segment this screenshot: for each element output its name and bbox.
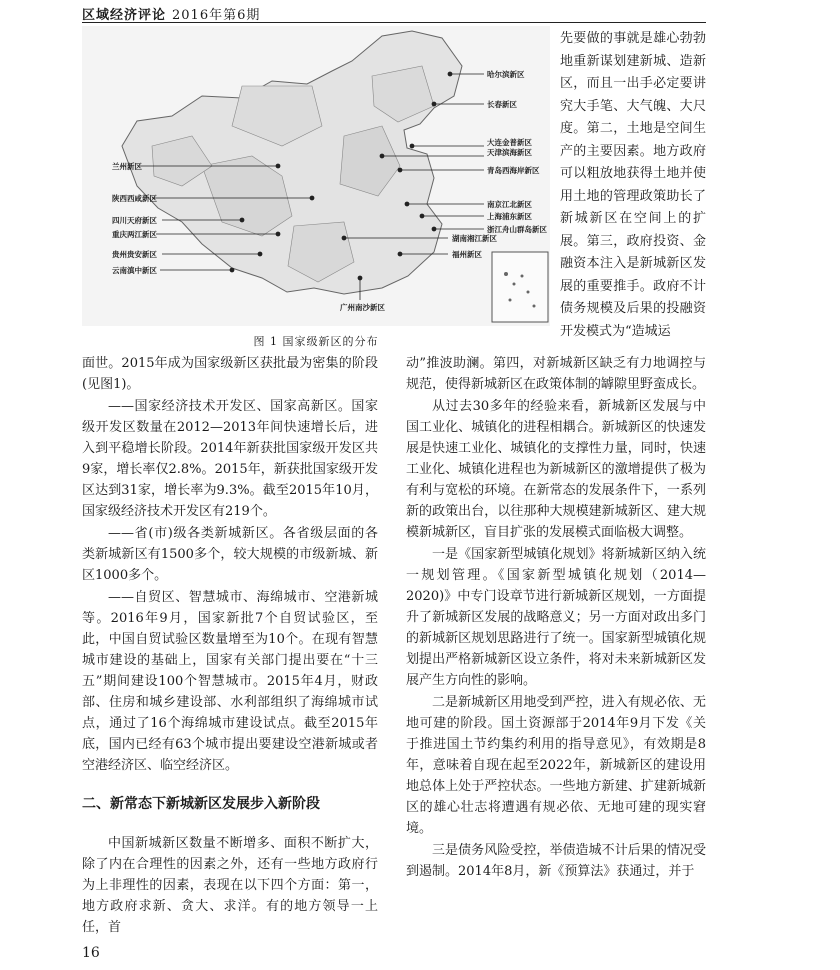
map-label-pudong: 上海浦东新区 [487, 212, 532, 221]
header-rule [82, 22, 706, 23]
paragraph: 面世。2015年成为国家级新区获批最为密集的阶段(见图1)。 [82, 356, 378, 392]
right-column [406, 353, 706, 883]
map-label-harbin: 哈尔滨新区 [487, 70, 525, 79]
paragraph: ——自贸区、智慧城市、海绵城市、空港新城等。2016年9月，国家新批7个自贸试验区，至此，中国自贸试验区数量增至为10个。在现有智慧城市建设的基础上，国家有关部门提出要在“十三五”期间建设100个智慧城市。2015年4月，财政部、住房和城乡建设部、水利部组织了海绵城市试点，通过了16个海绵城市建设试点。截至2015年底，国内已经有63个城市提出要建设空港新城或者空港经济区、临空经济区。 [82, 590, 378, 773]
paragraph: 从过去30多年的经验来看，新城新区发展与中国工业化、城镇化的进程相耦合。新城新区的快速发展是快速工业化、城镇化的支撑性力量，同时，快速工业化、城镇化进程也为新城新区的激增提供了极为有利与宽松的环境。在新常态的发展条件下，一系列新的政策出台，以往那种大规模建新城新区、建大规模新城新区，盲目扩张的发展模式面临极大调整。 [406, 399, 706, 540]
map-label-tianfu: 四川天府新区 [112, 216, 157, 225]
map-label-guian: 贵州贵安新区 [112, 250, 157, 259]
paragraph: 一是《国家新型城镇化规划》将新城新区纳入统一规划管理。《国家新型城镇化规划（2014—2020)》中专门设章节进行新城新区规划，一方面提升了新城新区发展的战略意义；另一方面对政出多门的新城新区规划思路进行了统一。国家新型城镇化规划提出严格新城新区设立条件，将对未来新城新区发展产生方向性的影响。 [406, 547, 706, 688]
paragraph: ——国家经济技术开发区、国家高新区。国家级开发区数量在2012—2013年间快速增长后，进入到平稳增长阶段。2014年新获批国家级开发区共9家，增长率仅2.8%。2015年，新获批国家级开发区达到31家，增长率为9.3%。截至2015年10月，国家级经济技术开发区有219个。 [82, 399, 378, 519]
map-label-xiangjiang: 湖南湘江新区 [452, 234, 497, 243]
map-label-zhoushan: 浙江舟山群岛新区 [487, 225, 547, 234]
map-label-qingdao: 青岛西海岸新区 [487, 166, 540, 175]
figure-caption: 图 1 国家级新区的分布 [253, 335, 379, 348]
map-label-fuzhou: 福州新区 [452, 250, 482, 259]
map-label-changchun: 长春新区 [487, 100, 517, 109]
running-header [82, 4, 260, 23]
map-label-lanzhou: 兰州新区 [112, 162, 142, 171]
paragraph: 二是新城新区用地受到严控，进入有规必依、无地可建的阶段。国土资源部于2014年9月下发《关于推进国土节约集约利用的指导意见》，有效期是8年，意味着自现在起至2022年，新城新区的建设用地总体上处于严控状态。一些地方新建、扩建新城新区的雄心壮志将遭遇有规必依、无地可建的现实窘境。 [406, 695, 706, 836]
paragraph: 中国新城新区数量不断增多、面积不断扩大，除了内在合理性的因素之外，还有一些地方政府行为上非理性的因素，表现在以下四个方面：第一，地方政府求新、贪大、求洋。有的地方领导一上任，首 [82, 836, 378, 935]
paragraph: 三是债务风险受控，举债造城不计后果的情况受到遏制。2014年8月，新《预算法》获通过，并于 [406, 843, 706, 879]
map-label-dalian: 大连金普新区 [487, 138, 532, 147]
map-label-xixian: 陕西西咸新区 [112, 194, 157, 203]
paragraph: ——省(市)级各类新城新区。各省级层面的各类新城新区有1500多个，较大规模的市级新城、新区1000多个。 [82, 526, 378, 583]
issue-label: 2016年第6期 [172, 8, 261, 23]
map-label-nansha: 广州南沙新区 [340, 303, 385, 312]
china-new-districts-map [82, 26, 550, 326]
left-column [82, 353, 378, 939]
journal-name: 区域经济评论 [82, 8, 167, 23]
map-label-nanjing: 南京江北新区 [487, 200, 532, 209]
map-label-liangjiang: 重庆两江新区 [112, 230, 157, 239]
paragraph: 动”推波助澜。第四，对新城新区缺乏有力地调控与规范，使得新城新区在政策体制的罅隙里野蛮成长。 [406, 356, 706, 392]
page-number: 16 [82, 945, 100, 961]
map-label-dianzhong: 云南滇中新区 [112, 266, 157, 275]
map-label-tianjin: 天津滨海新区 [487, 148, 532, 157]
section-heading: 二、新常态下新城新区发展步入新阶段 [82, 796, 320, 812]
figure-side-text: 先要做的事就是雄心勃勃地重新谋划建新城、造新区，而且一出手必定要讲究大手笔、大气魄、大尺度。第二，土地是空间生产的主要因素。地方政府可以粗放地获得土地并使用土地的管理政策助长了新城新区在空间上的扩展。第三，政府投资、金融资本注入是新城新区发展的重要推手。政府不计债务规模及后果的投融资开发模式为“造城运 [560, 31, 706, 339]
